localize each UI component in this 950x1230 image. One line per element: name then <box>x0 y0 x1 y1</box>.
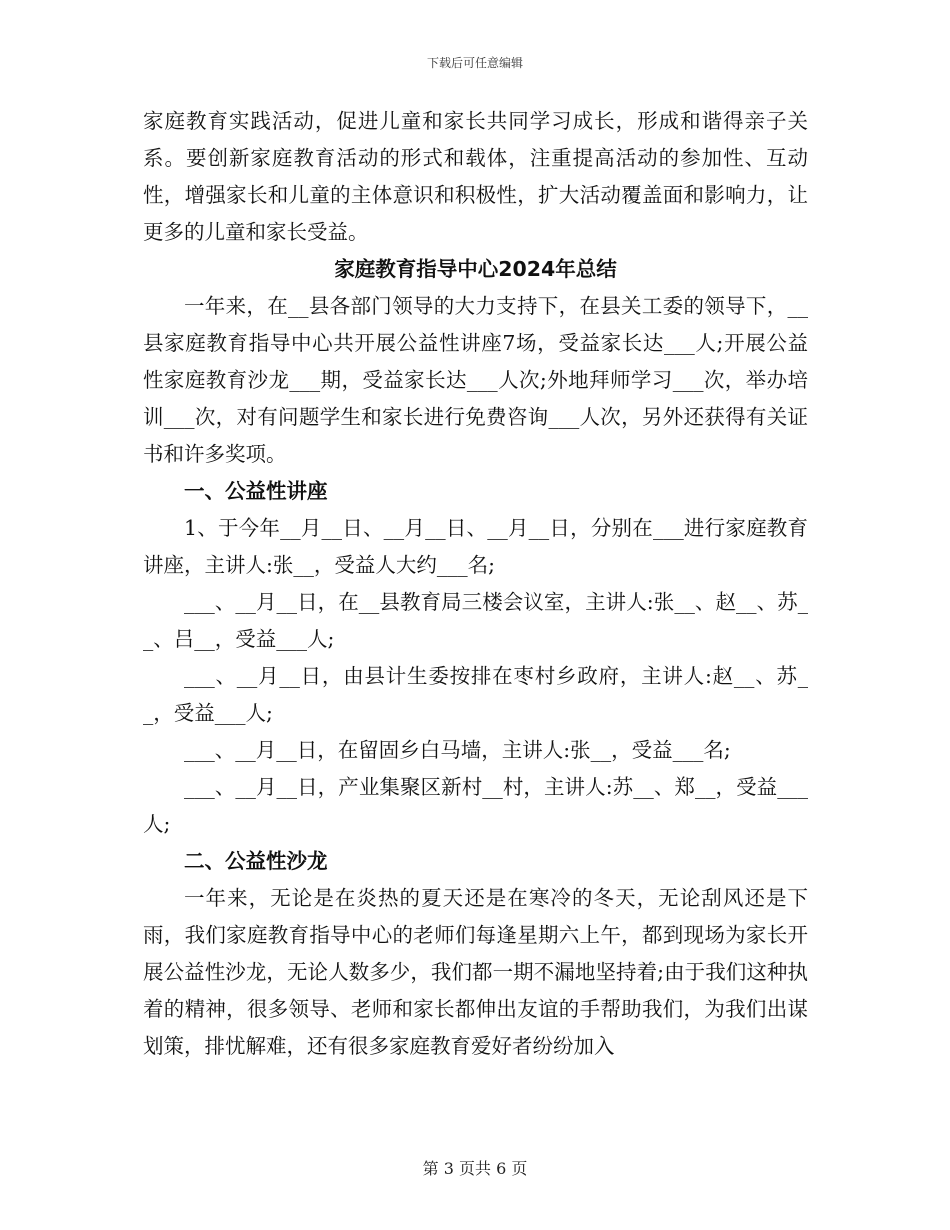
paragraph-salon: 一年来，无论是在炎热的夏天还是在寒冷的冬天，无论刮风还是下雨，我们家庭教育指导中心的老师们每逢星期六上午，都到现场为家长开展公益性沙龙，无论人数多少，我们都一期不漏地坚持着;由于我们这种执着的精神，很多领导、老师和家长都伸出友谊的手帮助我们，为我们出谋划策，排忧解难，还有很多家庭教育爱好者纷纷加入 <box>143 886 808 1058</box>
section-heading-lectures: 一、公益性讲座 <box>184 479 328 503</box>
paragraph-continued: 家庭教育实践活动，促进儿童和家长共同学习成长，形成和谐得亲子关系。要创新家庭教育活动的形式和载体，注重提高活动的参加性、互动性，增强家长和儿童的主体意识和积极性，扩大活动覆盖面和影响力，让更多的儿童和家长受益。 <box>143 109 808 244</box>
page-number-footer: 第 3 页共 6 页 <box>422 1159 528 1178</box>
lecture-item-1: 1、于今年__月__日、__月__日、__月__日，分别在___进行家庭教育讲座，主讲人:张__，受益人大约___名; <box>143 516 808 577</box>
paragraph-intro: 一年来，在__县各部门领导的大力支持下，在县关工委的领导下，__县家庭教育指导中心共开展公益性讲座7场，受益家长达___人;开展公益性家庭教育沙龙___期，受益家长达___人次;外地拜师学习___次，举办培训___次，对有问题学生和家长进行免费咨询___人次，另外还获得有关证书和许多奖项。 <box>143 294 808 466</box>
document-title: 家庭教育指导中心2024年总结 <box>334 257 617 281</box>
document-body <box>143 103 808 1065</box>
lecture-item-4: ___、__月__日，在留固乡白马墙，主讲人:张__，受益___名; <box>184 738 731 762</box>
lecture-item-2: ___、__月__日，在__县教育局三楼会议室，主讲人:张__、赵__、苏__、吕__，受益___人; <box>143 590 808 651</box>
lecture-item-3: ___、__月__日，由县计生委按排在枣村乡政府，主讲人:赵__、苏__，受益___人; <box>143 664 808 725</box>
lecture-item-5: ___、__月__日，产业集聚区新村__村，主讲人:苏__、郑__，受益___人; <box>143 775 808 836</box>
header-note: 下载后可任意编辑 <box>426 56 523 70</box>
section-heading-salon: 二、公益性沙龙 <box>184 849 328 873</box>
